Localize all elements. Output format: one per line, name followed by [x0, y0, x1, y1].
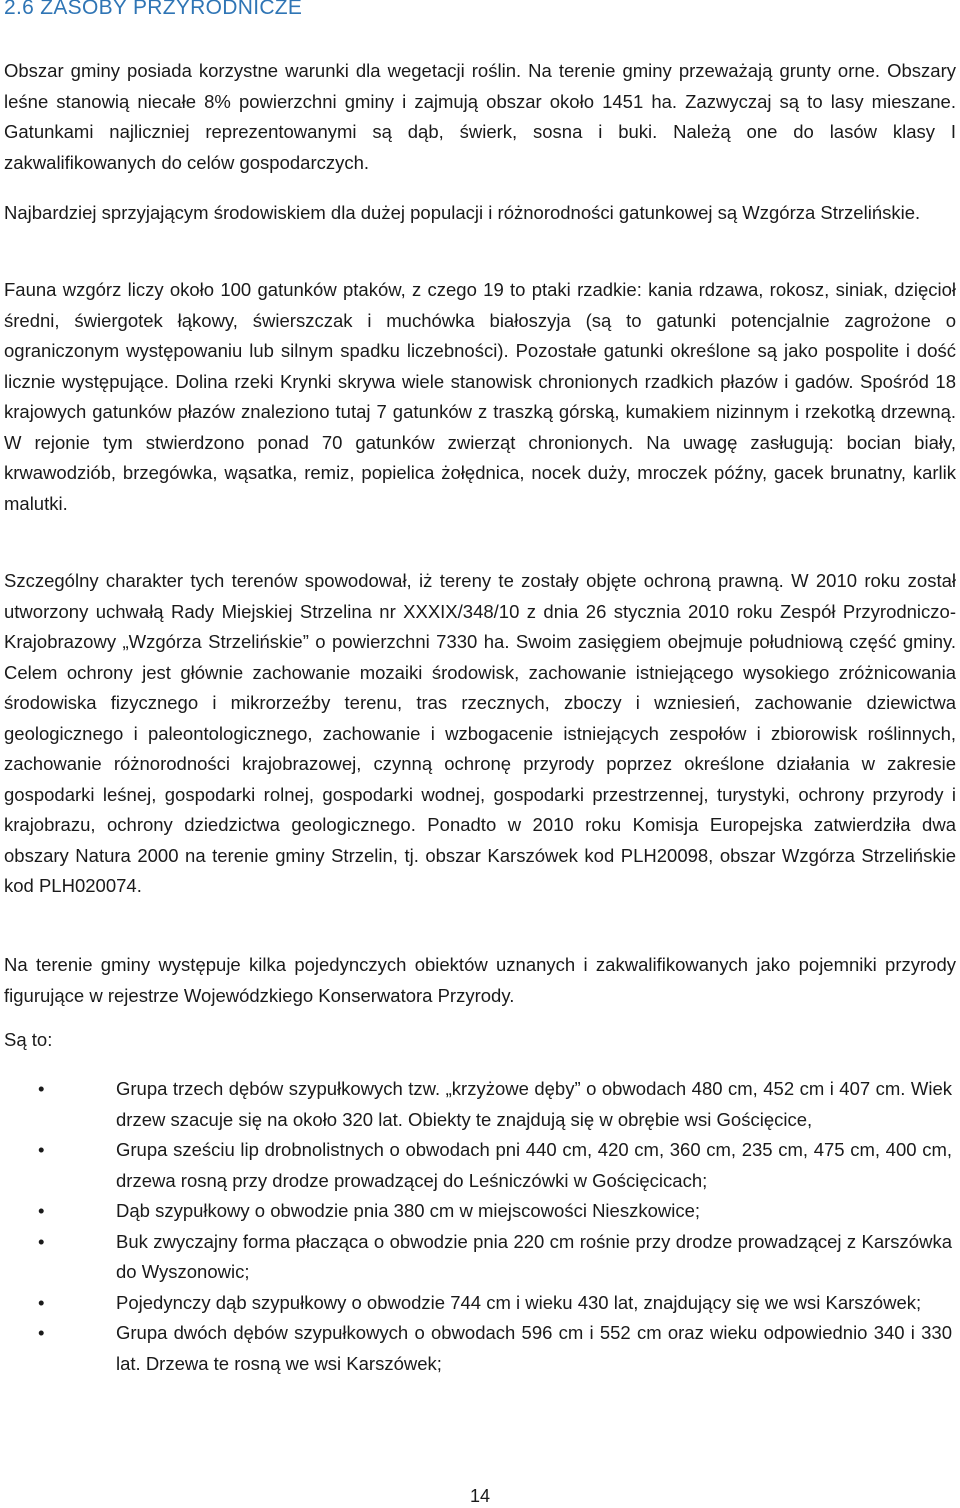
list-item-text: Buk zwyczajny forma płacząca o obwodzie pnia 220 cm rośnie przy drodze prowadzącej z Karszówka do Wyszonowic; — [116, 1230, 952, 1282]
list-item — [0, 1196, 952, 1227]
section-heading: 2.6 ZASOBY PRZYRODNICZE — [4, 0, 303, 19]
bullet-icon: • — [38, 1078, 45, 1099]
list-item-text: Grupa dwóch dębów szypułkowych o obwodach 596 cm i 552 cm oraz wieku odpowiednio 340 i 330 lat. Drzewa te rosną we wsi Karszówek; — [116, 1322, 952, 1374]
list-item-text: Grupa sześciu lip drobnolistnych o obwodach pni 440 cm, 420 cm, 360 cm, 235 cm, 475 cm, 400 cm, drzewa rosną przy drodze prowadzącej do Leśniczówki w Gościęcicach; — [116, 1139, 952, 1191]
list-item — [0, 1074, 952, 1135]
list-item — [0, 1288, 952, 1319]
bullet-icon: • — [38, 1322, 45, 1343]
page-number: 14 — [469, 1486, 491, 1506]
list-item-text: Pojedynczy dąb szypułkowy o obwodzie 744 cm i wieku 430 lat, znajdujący się we wsi Karszówek; — [116, 1291, 922, 1313]
paragraph-fauna: Fauna wzgórz liczy około 100 gatunków ptaków, z czego 19 to ptaki rzadkie: kania rdzawa, rokosz, siniak, dzięcioł średni, świergotek łąkowy, świerszczak i muchówka białoszyja (są to gatunki potencjalnie zagrożone o ograniczonym występowaniu lub silnym spadku liczebności). Pozostałe gatunki określone są jako pospolite i dość licznie występujące. Dolina rzeki Krynki skrywa wiele stanowisk chronionych rzadkich płazów i gadów. Spośród 18 krajowych gatunków płazów znaleziono tutaj 7 gatunków z traszką górską, kumakiem nizinnym i rzekotką drzewną. W rejonie tym stwierdzono ponad 70 gatunków zwierząt chronionych. Na uwagę zasługują: bocian biały, krwawodziób, brzegówka, wąsatka, remiz, popielica żołędnica, nocek duży, mroczek późny, gacek brunatny, karlik malutki. — [4, 279, 956, 514]
list-intro: Są to: — [4, 1029, 53, 1050]
paragraph-vegetation: Obszar gminy posiada korzystne warunki dla wegetacji roślin. Na terenie gminy przeważają grunty orne. Obszary leśne stanowią niecałe 8% powierzchni gminy i zajmują obszar około 1451 ha. Zazwyczaj są to lasy mieszane. Gatunkami najliczniej reprezentowanymi są dąb, świerk, sosna i buki. Należą one do lasów klasy I zakwalifikowanych do celów gospodarczych. — [4, 60, 956, 173]
list-item-text: Dąb szypułkowy o obwodzie pnia 380 cm w miejscowości Nieszkowice; — [116, 1200, 701, 1221]
paragraph-natural-monuments: Na terenie gminy występuje kilka pojedynczych obiektów uznanych i zakwalifikowanych jako pojemniki przyrody figurujące w rejestrze Wojewódzkiego Konserwatora Przyrody. — [4, 954, 956, 1006]
bullet-icon: • — [38, 1200, 45, 1221]
list-item-text: Grupa trzech dębów szypułkowych tzw. „krzyżowe dęby” o obwodach 480 cm, 452 cm i 407 cm. Wiek drzew szacuje się na około 320 lat. Obiekty te znajdują się w obrębie wsi Gościęcice, — [116, 1078, 952, 1130]
list-item — [0, 1318, 952, 1379]
bullet-icon: • — [38, 1291, 45, 1313]
list-item — [0, 1227, 952, 1288]
bullet-icon: • — [38, 1230, 45, 1252]
paragraph-protection: Szczególny charakter tych terenów spowodował, iż tereny te zostały objęte ochroną prawną. W 2010 roku został utworzony uchwałą Rady Miejskiej Strzelina nr XXXIX/348/10 z dnia 26 stycznia 2010 roku Zespół Przyrodniczo-Krajobrazowy „Wzgórza Strzelińskie” o powierzchni 7330 ha. Swoim zasięgiem obejmuje południową część gminy. Celem ochrony jest głównie zachowanie mozaiki środowisk, zachowanie istniejącego wysokiego zróżnicowania środowiska fizycznego i mikrorzeźby terenu, tras rzecznych, zboczy i wzniesień, zachowanie dziewictwa geologicznego i paleontologicznego, zachowanie i wzbogacenie istniejących zespołów i zbiorowisk roślinnych, zachowanie różnorodności krajobrazowej, czynną ochronę przyrody poprzez określone działania w zakresie gospodarki leśnej, gospodarki rolnej, gospodarki wodnej, gospodarki przestrzennej, turystyki, ochrony przyrody i krajobrazu, ochrony dziedzictwa geologicznego. Ponadto w 2010 roku Komisja Europejska zatwierdziła dwa obszary Natura 2000 na terenie gminy Strzelin, tj. obszar Karszówek kod PLH20098, obszar Wzgórza Strzelińskie kod PLH020074. — [4, 570, 956, 896]
bullet-icon: • — [38, 1139, 45, 1160]
paragraph-habitat: Najbardziej sprzyjającym środowiskiem dla dużej populacji i różnorodności gatunkowej są Wzgórza Strzelińskie. — [4, 202, 921, 223]
monument-list — [0, 1074, 960, 1379]
list-item — [0, 1135, 952, 1196]
